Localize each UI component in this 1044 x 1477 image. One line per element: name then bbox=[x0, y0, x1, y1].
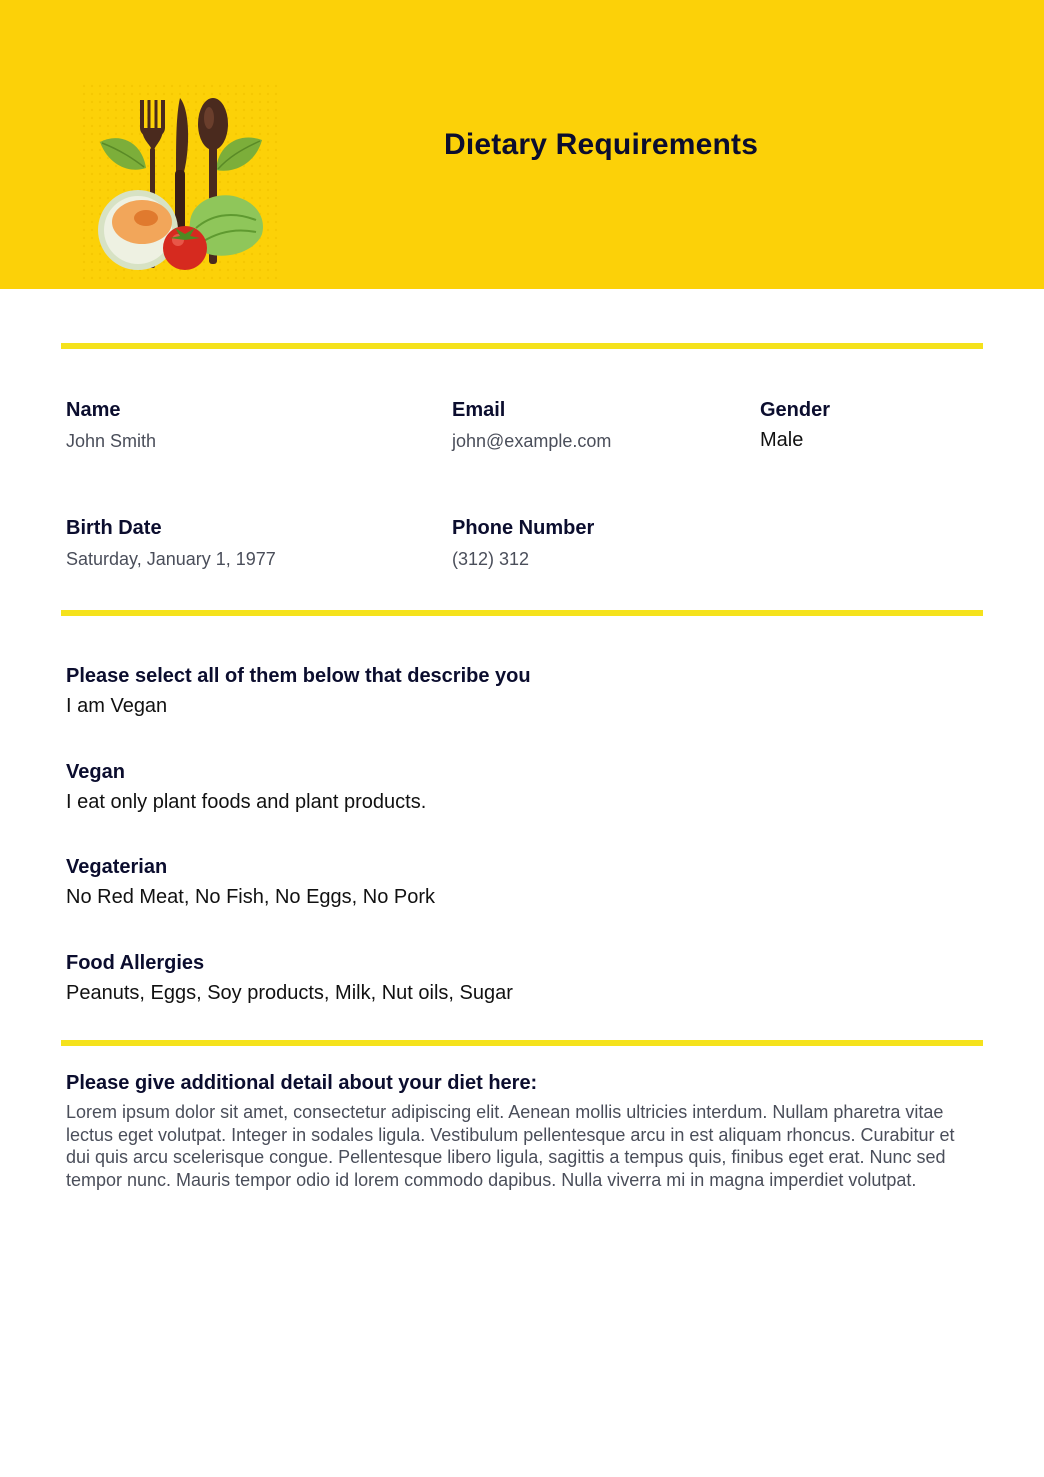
vegetarian-label: Vegaterian bbox=[66, 856, 168, 878]
vegetarian-value: No Red Meat, No Fish, No Eggs, No Pork bbox=[66, 886, 436, 908]
page-title: Dietary Requirements bbox=[444, 128, 759, 161]
name-field bbox=[66, 398, 156, 453]
name-label: Name bbox=[66, 399, 121, 421]
birth-date-label: Birth Date bbox=[66, 517, 162, 539]
birth-date-field bbox=[66, 516, 276, 571]
phone-label: Phone Number bbox=[452, 517, 595, 539]
gender-value: Male bbox=[760, 429, 804, 451]
vegan-label: Vegan bbox=[66, 761, 125, 783]
vegetarian-field bbox=[66, 855, 435, 910]
name-value: John Smith bbox=[66, 431, 157, 451]
section-divider bbox=[61, 1040, 983, 1046]
section-divider bbox=[61, 610, 983, 616]
food-cutlery-vegetables-icon bbox=[80, 82, 282, 284]
allergies-value: Peanuts, Eggs, Soy products, Milk, Nut oils, Sugar bbox=[66, 982, 513, 1004]
allergies-field bbox=[66, 951, 513, 1006]
additional-detail-field bbox=[66, 1071, 981, 1191]
email-label: Email bbox=[452, 399, 506, 421]
phone-field bbox=[452, 516, 594, 571]
email-field bbox=[452, 398, 611, 453]
gender-label: Gender bbox=[760, 399, 831, 421]
vegan-field bbox=[66, 760, 426, 815]
additional-detail-label: Please give additional detail about your diet here: bbox=[66, 1072, 538, 1094]
header-banner bbox=[0, 0, 1044, 289]
phone-value: (312) 312 bbox=[452, 549, 530, 569]
email-value: john@example.com bbox=[452, 431, 612, 451]
describe-label: Please select all of them below that describe you bbox=[66, 665, 531, 687]
birth-date-value: Saturday, January 1, 1977 bbox=[66, 549, 276, 569]
section-divider bbox=[61, 343, 983, 349]
vegan-value: I eat only plant foods and plant products. bbox=[66, 791, 427, 813]
describe-field bbox=[66, 664, 531, 719]
additional-detail-value: Lorem ipsum dolor sit amet, consectetur adipiscing elit. Aenean mollis ultricies interdum. Nullam pharetra vitae lectus eget volutpat. Integer in sodales ligula. Vestibulum pellentesque arcu in est aliquam rhoncus. Curabitur et dui quis arcu scelerisque congue. Pellentesque libero ligula, sagittis a tempus quis, finibus eget erat. Nunc sed tempor nunc. Mauris tempor odio id lorem commodo dapibus. Nulla viverra mi in magna imperdiet volutpat. bbox=[66, 1102, 955, 1190]
allergies-label: Food Allergies bbox=[66, 952, 205, 974]
gender-field bbox=[760, 398, 830, 453]
describe-value: I am Vegan bbox=[66, 695, 168, 717]
